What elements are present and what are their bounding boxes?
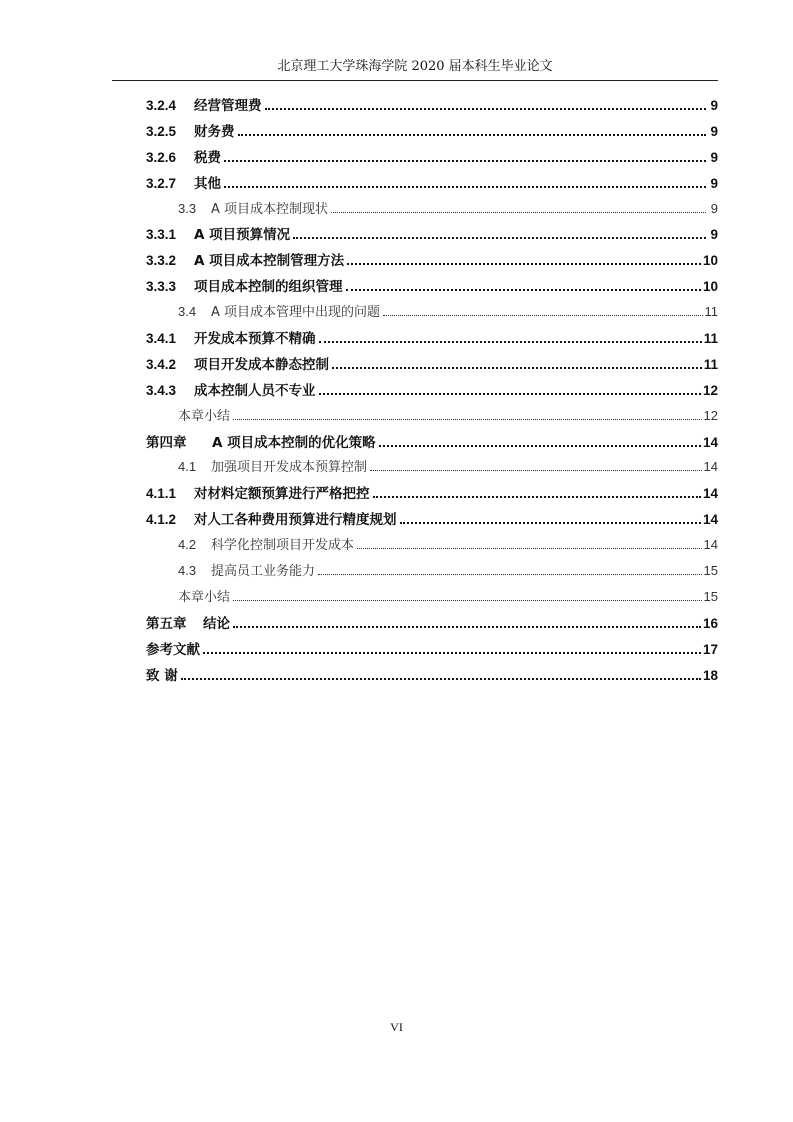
toc-entry-title: A 项目成本控制管理方法 <box>194 253 345 270</box>
toc-dot-leader <box>357 548 702 549</box>
toc-entry[interactable] <box>146 172 718 198</box>
toc-entry-title: 财务费 <box>194 123 235 140</box>
toc-entry-number: 3.3.3 <box>146 279 177 295</box>
toc-entry-number: 4.3 <box>178 563 197 579</box>
toc-entry-number: 4.1.2 <box>146 512 177 528</box>
toc-entry-title: 税费 <box>194 149 221 166</box>
toc-dot-leader <box>293 237 706 239</box>
toc-entry[interactable] <box>146 612 718 638</box>
toc-dot-leader <box>318 574 702 575</box>
toc-entry-page: 16 <box>702 615 718 631</box>
toc-entry-title: 经营管理费 <box>194 98 262 114</box>
toc-entry-title: A 项目成本控制的优化策略 <box>212 434 376 451</box>
toc-entry-title: 本章小结 <box>178 408 231 424</box>
toc-entry-title: 参考文献 <box>146 641 200 658</box>
toc-entry[interactable] <box>146 301 718 327</box>
toc-entry[interactable] <box>146 586 718 612</box>
toc-dot-leader <box>233 419 702 420</box>
toc-dot-leader <box>181 678 701 680</box>
table-of-contents <box>146 94 718 689</box>
toc-entry-page: 9 <box>710 98 718 113</box>
toc-entry-title: 加强项目开发成本预算控制 <box>211 460 368 476</box>
toc-entry[interactable] <box>146 638 718 664</box>
toc-entry[interactable] <box>146 223 718 249</box>
toc-entry-number: 3.4 <box>178 304 197 320</box>
toc-entry-number: 3.3.2 <box>146 253 177 269</box>
toc-entry-title: 提高员工业务能力 <box>211 564 316 580</box>
toc-entry-page: 9 <box>710 123 718 139</box>
toc-entry-number: 3.2.4 <box>146 98 177 113</box>
toc-entry-number: 3.2.6 <box>146 149 177 165</box>
toc-dot-leader <box>238 134 707 136</box>
toc-entry-page: 9 <box>710 149 718 165</box>
toc-entry[interactable] <box>146 664 718 690</box>
toc-entry-number: 4.1 <box>178 459 197 475</box>
toc-entry-title: 结论 <box>203 615 230 632</box>
toc-entry-title: A 项目成本管理中出现的问题 <box>211 305 381 321</box>
toc-entry[interactable] <box>146 508 718 534</box>
toc-entry-number: 4.2 <box>178 537 197 553</box>
toc-dot-leader <box>224 186 706 188</box>
page-header: 北京理工大学珠海学院 2020 届本科生毕业论文 <box>112 54 718 81</box>
toc-entry-number: 第五章 <box>146 615 187 631</box>
toc-entry[interactable] <box>146 249 718 275</box>
toc-entry-title: 本章小结 <box>178 589 231 605</box>
toc-dot-leader <box>233 600 702 601</box>
toc-entry[interactable] <box>146 534 718 560</box>
toc-entry-page: 14 <box>703 459 718 475</box>
toc-dot-leader <box>233 626 701 628</box>
toc-dot-leader <box>379 445 701 447</box>
toc-entry-number: 3.2.5 <box>146 123 177 139</box>
toc-entry-page: 11 <box>703 356 718 372</box>
toc-entry-title: 项目开发成本静态控制 <box>194 356 329 373</box>
toc-entry[interactable] <box>146 456 718 482</box>
toc-entry[interactable] <box>146 327 718 353</box>
toc-dot-leader <box>224 160 706 162</box>
toc-entry[interactable] <box>146 431 718 457</box>
toc-entry[interactable] <box>146 353 718 379</box>
toc-dot-leader <box>203 652 701 654</box>
toc-entry-page: 14 <box>702 512 718 528</box>
toc-entry-page: 17 <box>702 641 718 657</box>
toc-entry-page: 12 <box>703 407 718 423</box>
toc-entry-page: 10 <box>702 253 718 269</box>
toc-entry-number: 3.4.1 <box>146 331 177 347</box>
toc-entry-page: 14 <box>702 434 718 450</box>
toc-entry-title: 对人工各种费用预算进行精度规划 <box>194 512 397 529</box>
toc-dot-leader <box>331 212 706 213</box>
toc-entry[interactable] <box>146 560 718 586</box>
toc-entry-page: 11 <box>703 331 718 347</box>
page-number: VI <box>390 1020 403 1034</box>
toc-dot-leader <box>332 367 702 369</box>
toc-entry[interactable] <box>146 482 718 508</box>
toc-entry-page: 9 <box>710 200 718 216</box>
toc-dot-leader <box>319 341 702 343</box>
toc-entry-number: 3.3.1 <box>146 227 177 243</box>
toc-entry-page: 18 <box>702 667 718 683</box>
toc-dot-leader <box>347 263 701 265</box>
toc-entry-page: 15 <box>703 563 718 579</box>
toc-dot-leader <box>373 496 701 498</box>
toc-entry-number: 3.4.3 <box>146 382 177 398</box>
toc-entry-number: 3.4.2 <box>146 356 177 372</box>
toc-entry-page: 15 <box>703 588 718 604</box>
toc-dot-leader <box>319 393 701 395</box>
toc-entry-title: 对材料定额预算进行严格把控 <box>194 486 370 503</box>
toc-entry-page: 9 <box>710 227 718 243</box>
toc-entry-page: 14 <box>702 486 718 502</box>
toc-dot-leader <box>400 522 701 524</box>
toc-dot-leader <box>265 108 707 110</box>
toc-entry-title: 项目成本控制的组织管理 <box>194 279 343 296</box>
toc-entry-title: A 项目成本控制现状 <box>211 201 329 217</box>
toc-entry-page: 10 <box>702 279 718 295</box>
toc-entry[interactable] <box>146 379 718 405</box>
toc-entry-title: 致 谢 <box>146 667 178 684</box>
toc-entry-page: 11 <box>704 304 718 320</box>
toc-dot-leader <box>346 289 701 291</box>
toc-entry[interactable] <box>146 198 718 224</box>
toc-entry-page: 9 <box>710 175 718 191</box>
toc-dot-leader <box>370 470 702 471</box>
toc-entry[interactable] <box>146 146 718 172</box>
toc-entry-page: 14 <box>703 537 718 553</box>
toc-entry[interactable] <box>146 275 718 301</box>
toc-entry-number: 4.1.1 <box>146 486 177 502</box>
toc-entry-number: 第四章 <box>146 434 187 451</box>
toc-entry-title: A 项目预算情况 <box>194 227 291 244</box>
toc-entry-title: 其他 <box>194 175 221 192</box>
toc-entry-page: 12 <box>702 382 718 398</box>
toc-entry-title: 科学化控制项目开发成本 <box>211 538 355 554</box>
toc-entry-title: 开发成本预算不精确 <box>194 331 316 348</box>
toc-entry[interactable] <box>146 94 718 120</box>
toc-entry-number: 3.2.7 <box>146 175 177 191</box>
toc-entry-title: 成本控制人员不专业 <box>194 382 316 399</box>
toc-dot-leader <box>383 315 702 316</box>
toc-entry-number: 3.3 <box>178 200 197 216</box>
toc-entry[interactable] <box>146 120 718 146</box>
toc-entry[interactable] <box>146 405 718 431</box>
